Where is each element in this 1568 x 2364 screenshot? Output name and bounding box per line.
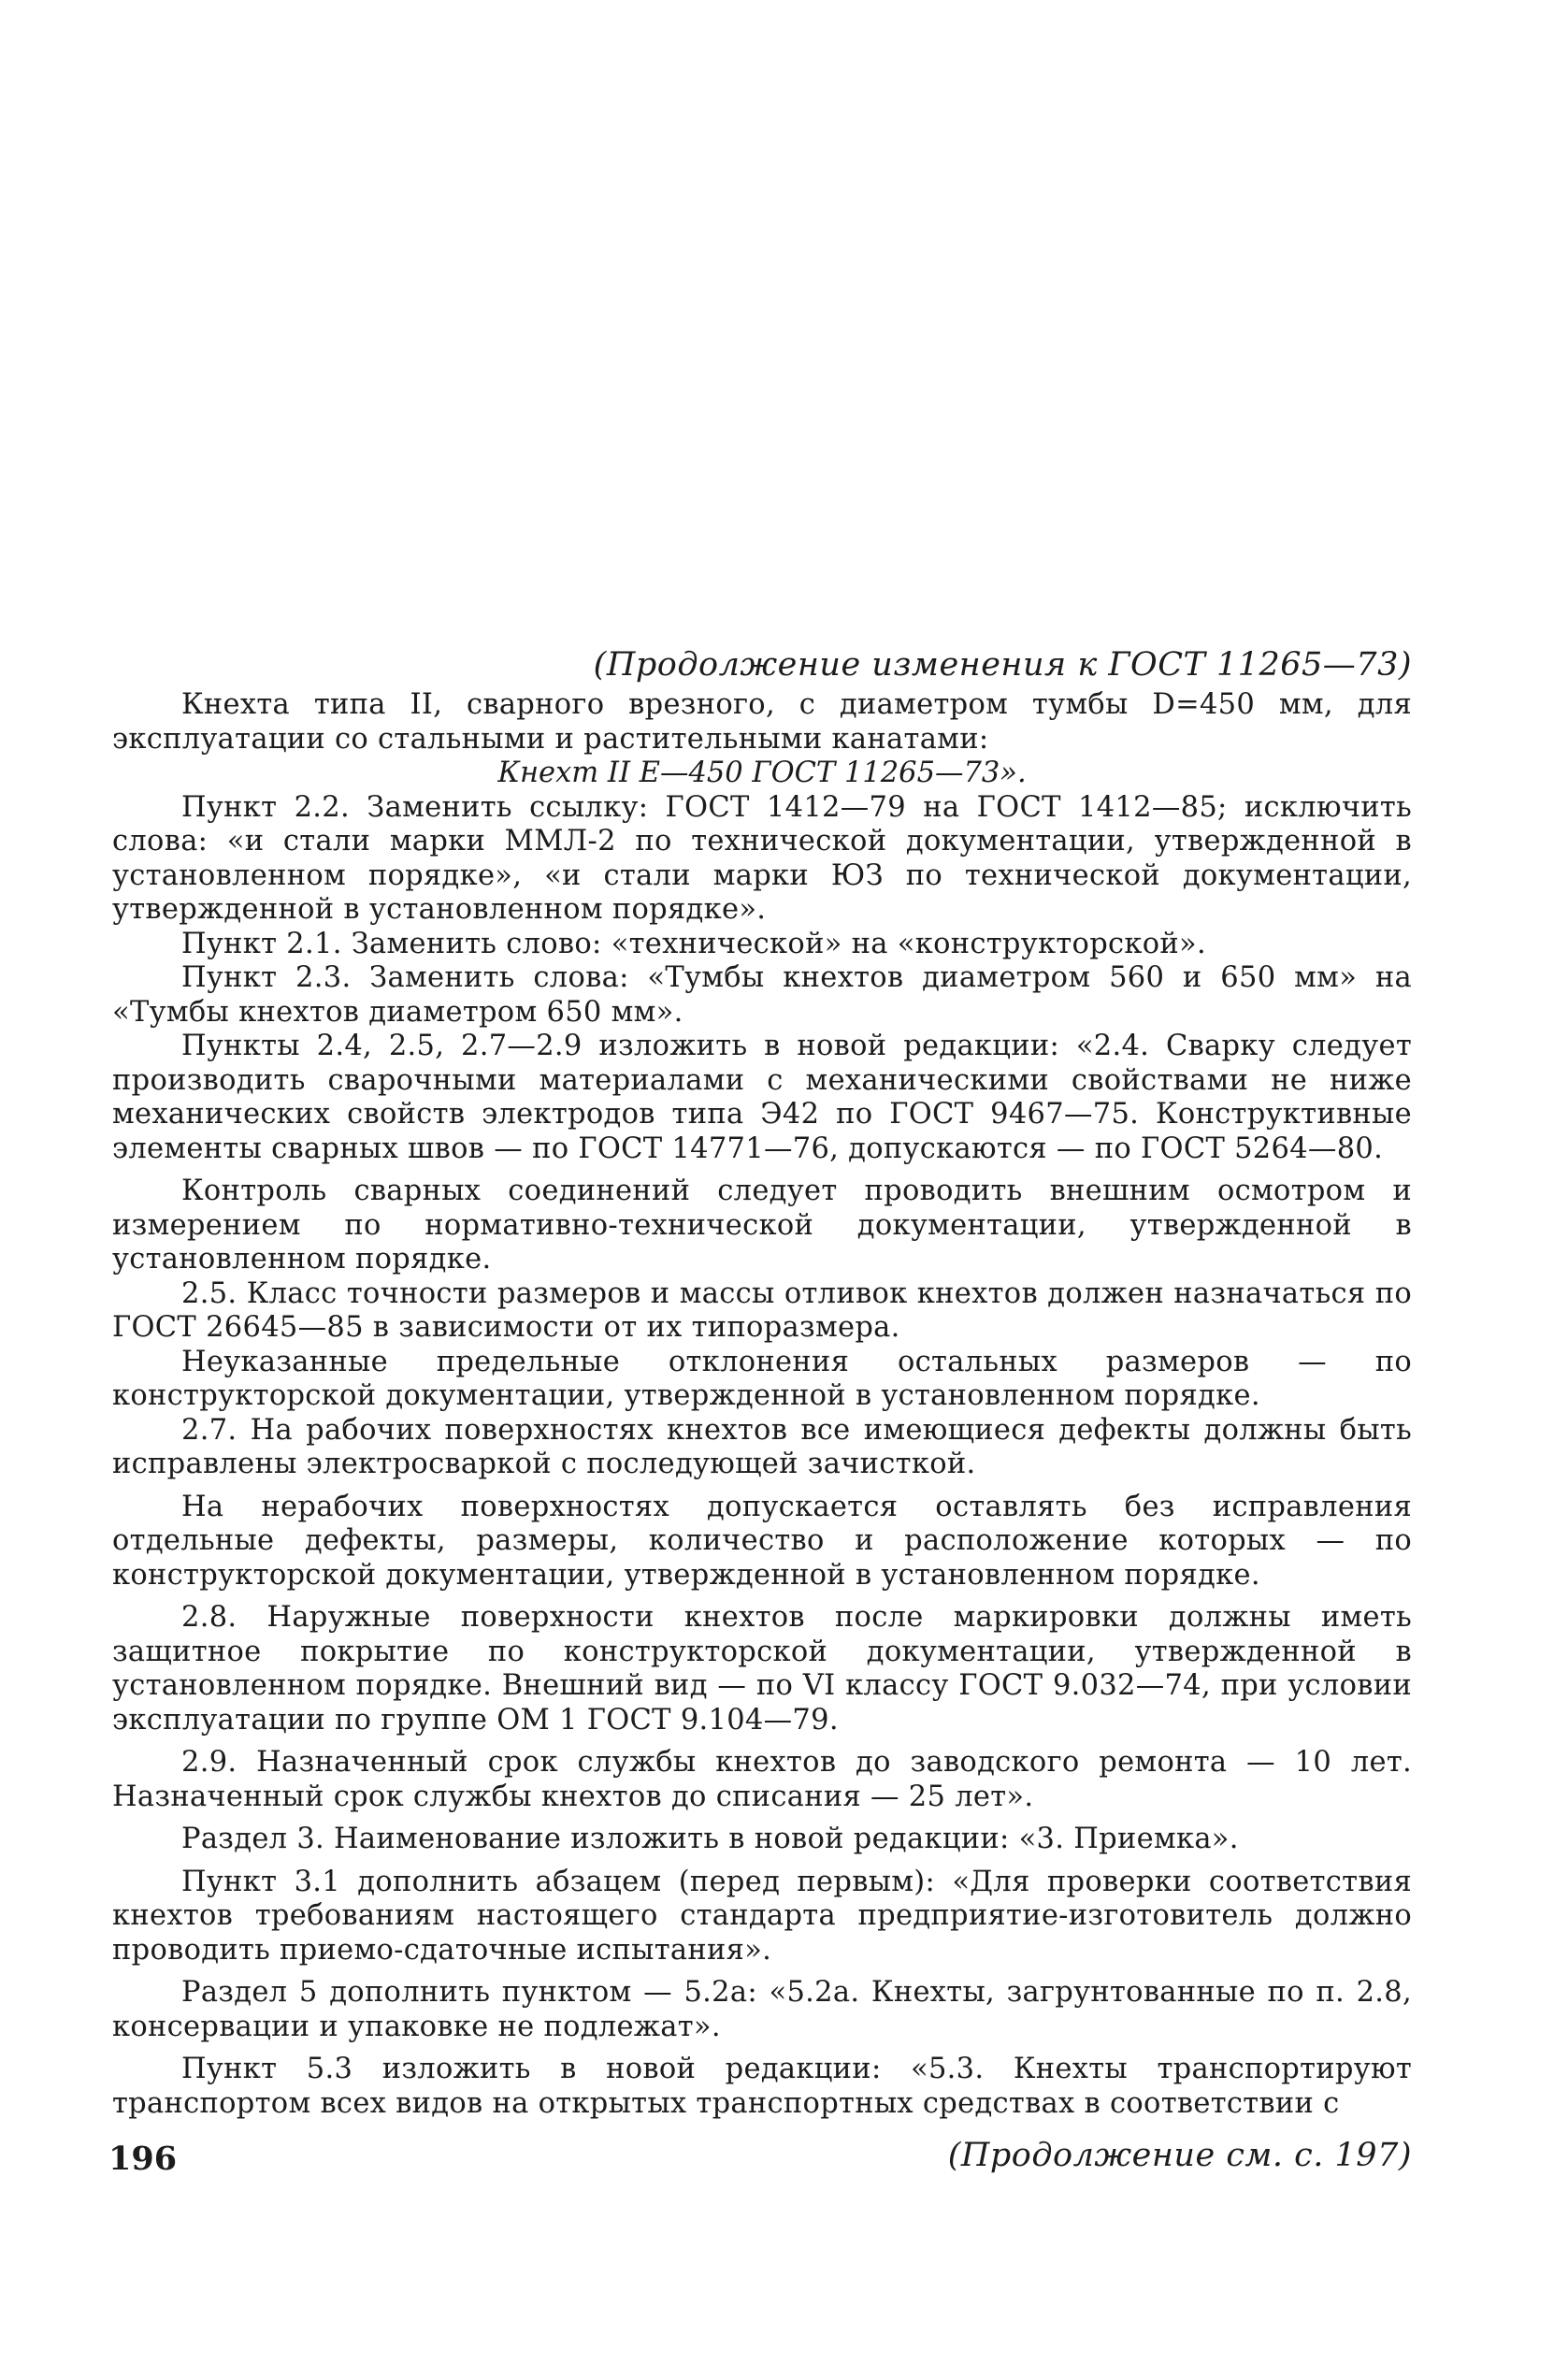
paragraph: 2.5. Класс точности размеров и массы отливок кнехтов должен назначаться по ГОСТ 26645—85 в зависимости от их типоразмера. bbox=[112, 1276, 1412, 1344]
paragraph: Пункт 2.1. Заменить слово: «технической» на «конструкторской». bbox=[181, 927, 1207, 960]
paragraph: Пункт 3.1 дополнить абзацем (перед первым): «Для проверки соответствия кнехтов требованиям настоящего стандарта предприятие-изготовитель должно проводить приемо-сдаточные испытания». bbox=[112, 1865, 1412, 1967]
document-body bbox=[112, 643, 1412, 2177]
paragraph: Раздел 5 дополнить пунктом — 5.2а: «5.2а. Кнехты, загрунтованные по п. 2.8, консервации и упаковке не подлежат». bbox=[112, 1976, 1412, 2043]
paragraph: Раздел 3. Наименование изложить в новой редакции: «3. Приемка». bbox=[181, 1823, 1239, 1855]
paragraph: Пункт 2.2. Заменить ссылку: ГОСТ 1412—79 на ГОСТ 1412—85; исключить слова: «и стали марки ММЛ-2 по технической документации, утвержденной в установленном порядке», «и стали марки ЮЗ по технической документации, утвержденной в установленном порядке». bbox=[112, 790, 1412, 926]
paragraph: Пункт 5.3 изложить в новой редакции: «5.3. Кнехты транспортируют транспортом всех видов на открытых транспортных средствах в соответствии с bbox=[112, 2053, 1412, 2120]
continuation-header: (Продолжение изменения к ГОСТ 11265—73) bbox=[593, 646, 1412, 684]
paragraph: Кнехта типа II, сварного врезного, с диаметром тумбы D=450 мм, для эксплуатации со стальными и растительными канатами: bbox=[112, 688, 1412, 756]
paragraph: Пункт 2.3. Заменить слова: «Тумбы кнехтов диаметром 560 и 650 мм» на «Тумбы кнехтов диаметром 650 мм». bbox=[112, 961, 1412, 1029]
paragraph: Контроль сварных соединений следует проводить внешним осмотром и измерением по нормативно-технической документации, утвержденной в установленном порядке. bbox=[112, 1175, 1412, 1276]
paragraph: На нерабочих поверхностях допускается оставлять без исправления отдельные дефекты, размеры, количество и расположение которых — по конструкторской документации, утвержденной в установленном порядке. bbox=[112, 1490, 1412, 1592]
page-number: 196 bbox=[108, 2140, 178, 2178]
continuation-footer: (Продолжение см. с. 197) bbox=[947, 2137, 1412, 2174]
paragraph: 2.9. Назначенный срок службы кнехтов до заводского ремонта — 10 лет. Назначенный срок службы кнехтов до списания — 25 лет». bbox=[112, 1746, 1412, 1813]
paragraph: Неуказанные предельные отклонения остальных размеров — по конструкторской документации, утвержденной в установленном порядке. bbox=[112, 1345, 1412, 1412]
paragraph: 2.8. Наружные поверхности кнехтов после маркировки должны иметь защитное покрытие по конструкторской документации, утвержденной в установленном порядке. Внешний вид — по VI классу ГОСТ 9.032—74, при условии эксплуатации по группе ОМ 1 ГОСТ 9.104—79. bbox=[112, 1601, 1412, 1737]
designation-example: Кнехт II Е—450 ГОСТ 11265—73». bbox=[497, 757, 1027, 789]
paragraph: 2.7. На рабочих поверхностях кнехтов все имеющиеся дефекты должны быть исправлены электросваркой с последующей зачисткой. bbox=[112, 1413, 1412, 1480]
paragraph: Пункты 2.4, 2.5, 2.7—2.9 изложить в новой редакции: «2.4. Сварку следует производить сварочными материалами с механическими свойствами не ниже механических свойств электродов типа Э42 по ГОСТ 9467—75. Конструктивные элементы сварных швов — по ГОСТ 14771—76, допускаются — по ГОСТ 5264—80. bbox=[112, 1030, 1412, 1165]
